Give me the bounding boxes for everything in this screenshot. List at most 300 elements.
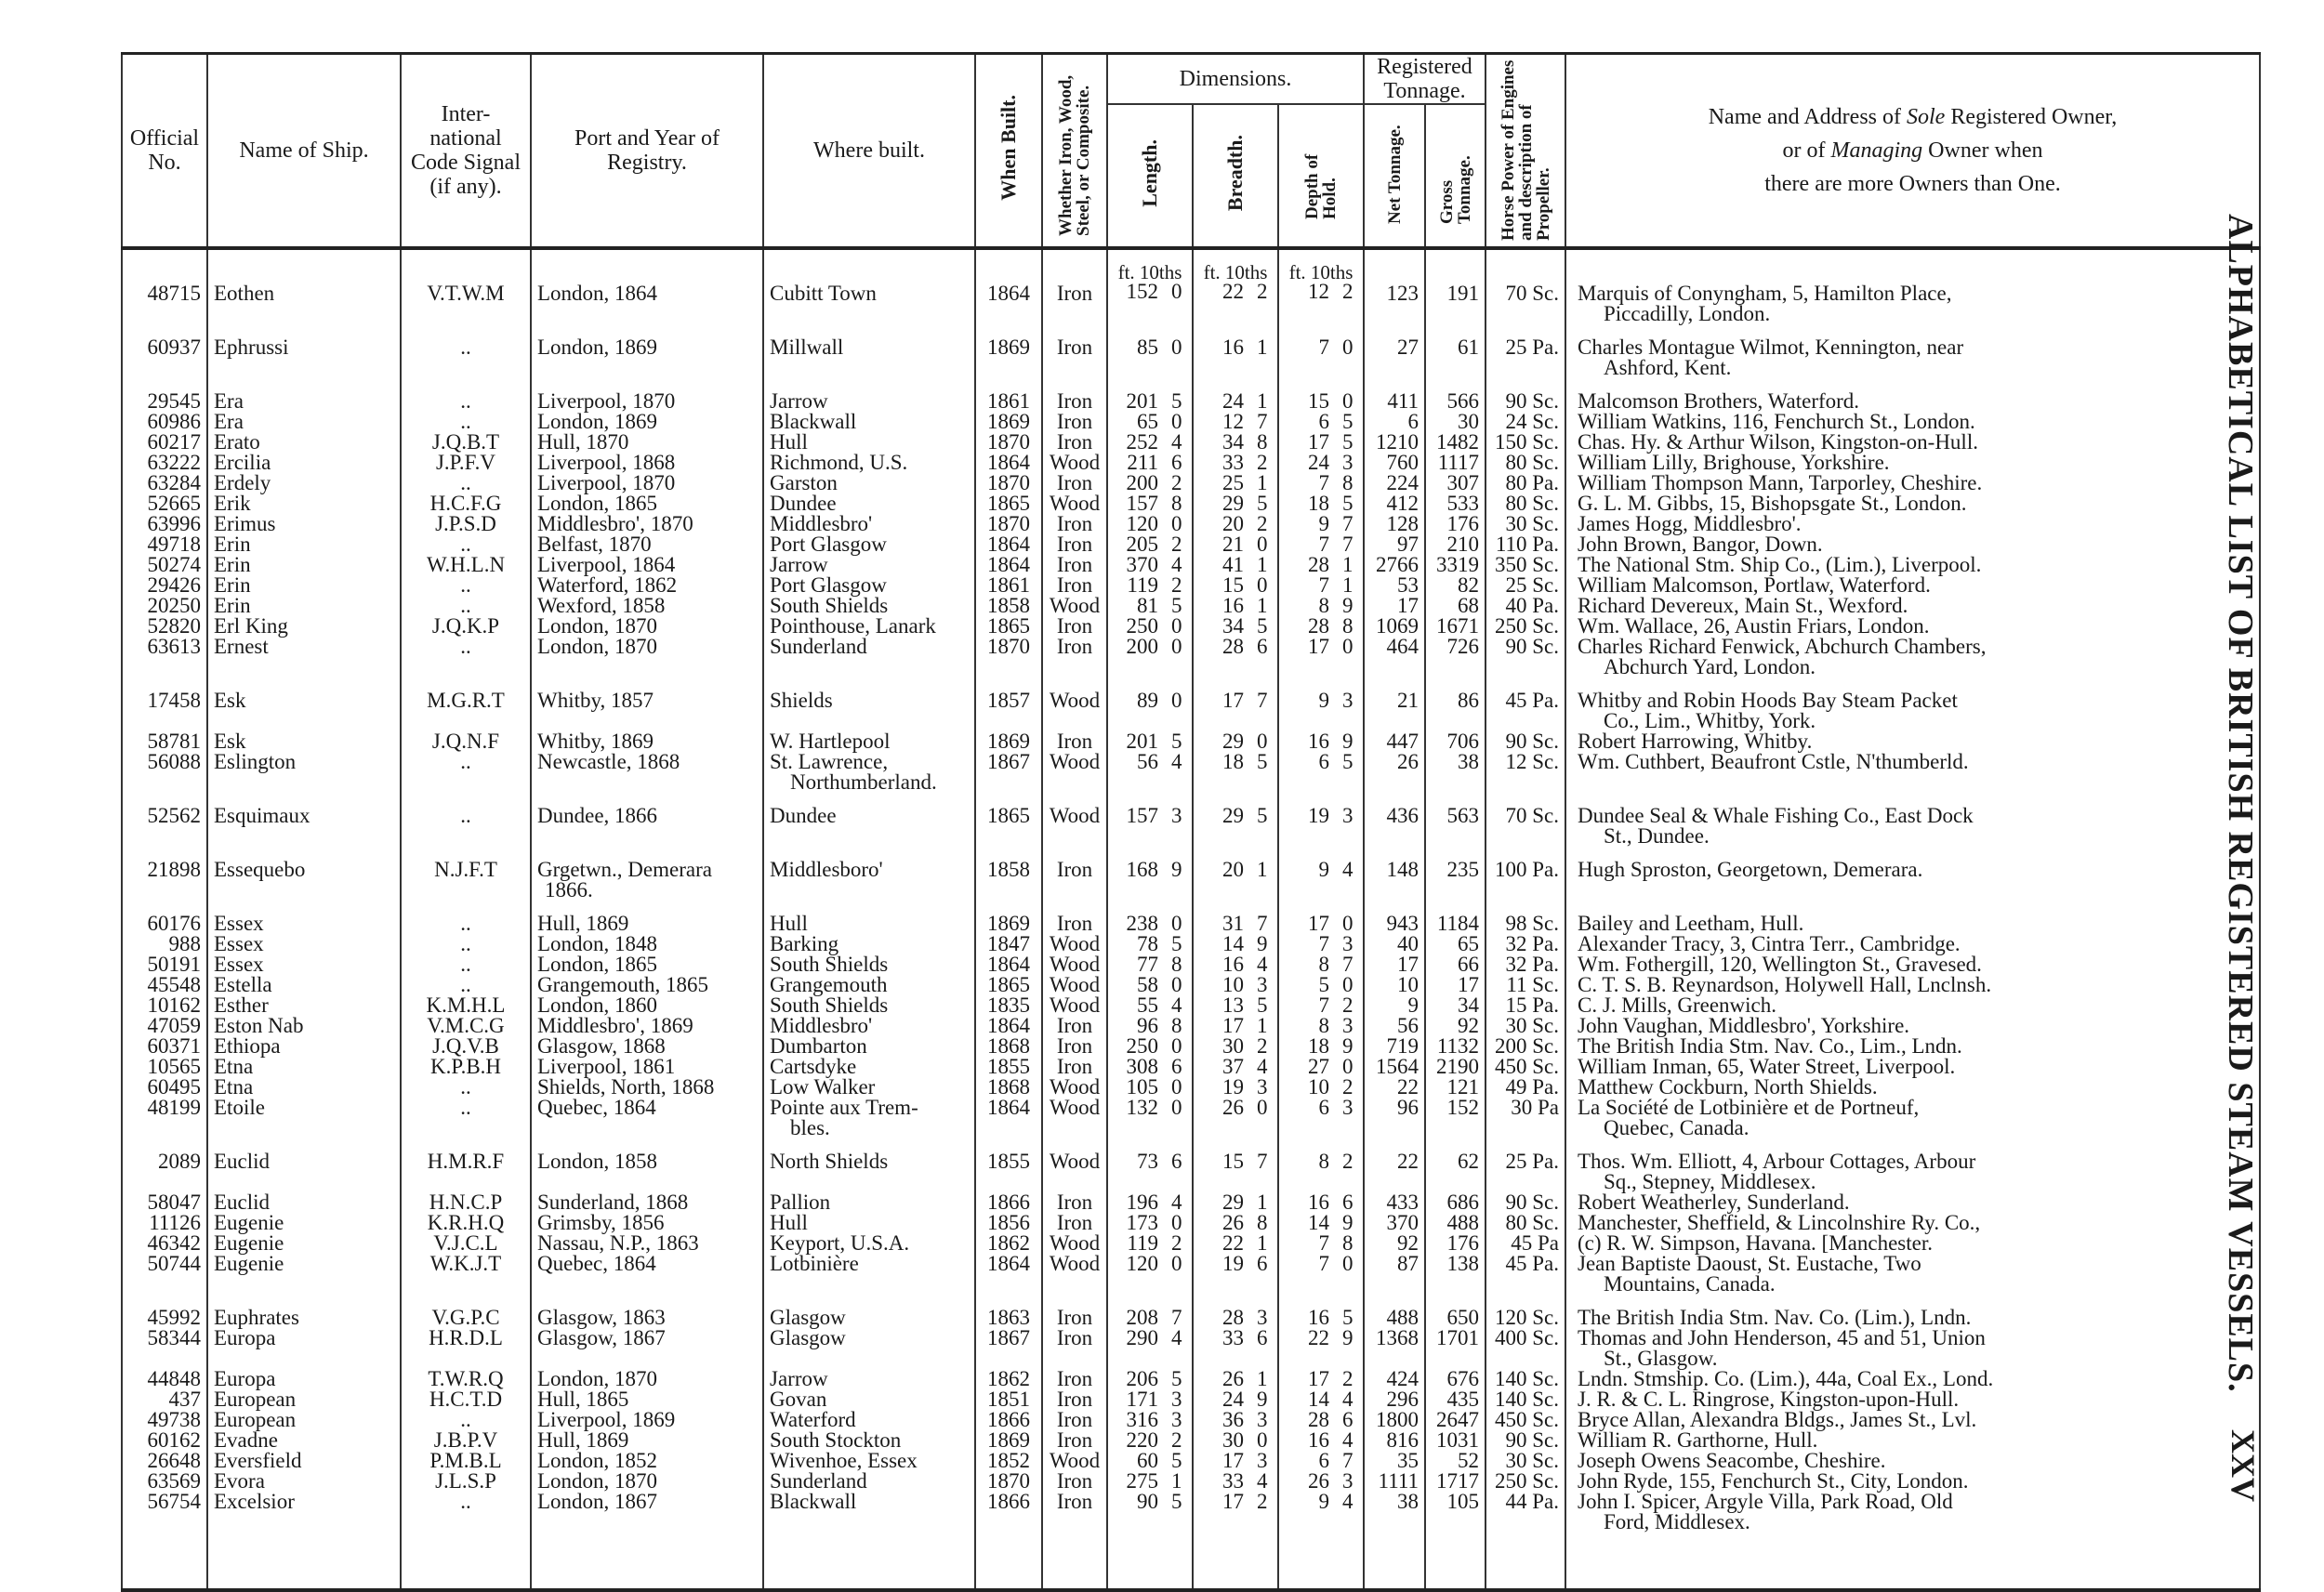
depth-feet: 9 [1318, 512, 1329, 535]
where-built-text: Jarrow [770, 1367, 828, 1390]
official-no: 50274 [122, 555, 207, 575]
horse-power: 450 Sc. [1486, 1057, 1565, 1077]
where-built-text: South Shields [770, 594, 889, 617]
length-tenths: 8 [1171, 953, 1182, 976]
table-row [122, 847, 2260, 901]
owner-name: C. J. Mills, Greenwich. [1578, 993, 1777, 1017]
port-year [531, 954, 763, 975]
where-built [763, 954, 975, 975]
ship-name-text: Etna [214, 1055, 254, 1078]
length-tenths: 8 [1171, 1014, 1182, 1037]
length-feet: 200 [1126, 471, 1158, 494]
material: Wood [1042, 1233, 1107, 1254]
ship-name-text: Evadne [214, 1428, 278, 1452]
material: Iron [1042, 731, 1107, 752]
depth-value [1283, 1451, 1359, 1471]
port-year [531, 1016, 763, 1036]
length-cell [1107, 1295, 1193, 1328]
horse-power: 32 Pa. [1486, 934, 1565, 954]
depth-tenths: 4 [1342, 1490, 1353, 1513]
table-row [122, 575, 2260, 596]
ship-name [207, 534, 401, 555]
length-tenths: 5 [1171, 1449, 1182, 1472]
length-feet: 60 [1137, 1449, 1158, 1472]
breadth-cell [1193, 1451, 1278, 1471]
length-cell [1107, 493, 1193, 514]
net-tonnage: 97 [1364, 534, 1425, 555]
owner-name: William Thompson Mann, Tarporley, Cheshire. [1578, 471, 1983, 494]
owner-cell [1565, 473, 2260, 493]
breadth-cell [1193, 1077, 1278, 1098]
ship-name [207, 1430, 401, 1451]
length-tenths: 2 [1171, 533, 1182, 556]
port-year-text: Middlesbro', 1870 [537, 512, 693, 535]
header-where-built: Where built. [763, 54, 975, 249]
depth-tenths: 7 [1342, 512, 1353, 535]
net-tonnage: 412 [1364, 493, 1425, 514]
where-built-text: Keyport, U.S.A. [770, 1231, 910, 1255]
breadth-tenths: 3 [1257, 973, 1268, 996]
gross-tonnage: 65 [1425, 934, 1486, 954]
length-value [1112, 1471, 1188, 1492]
when-built: 1855 [975, 1057, 1042, 1077]
where-built-text: Jarrow [770, 553, 828, 576]
official-no: 60986 [122, 412, 207, 432]
gross-tonnage: 92 [1425, 1016, 1486, 1036]
depth-tenths: 0 [1342, 1252, 1353, 1275]
owner-name: Wm. Wallace, 26, Austin Friars, London. [1578, 614, 1930, 638]
length-value [1112, 975, 1188, 995]
official-no: 988 [122, 934, 207, 954]
depth-tenths: 6 [1342, 1191, 1353, 1214]
breadth-feet: 16 [1222, 594, 1244, 617]
length-value [1112, 1192, 1188, 1213]
breadth-cell [1193, 1016, 1278, 1036]
depth-feet: 22 [1308, 1326, 1329, 1349]
breadth-value [1197, 1254, 1274, 1274]
owner-cell [1565, 1492, 2260, 1533]
port-year [531, 901, 763, 934]
port-year-text: Shields, North, 1868 [537, 1075, 715, 1099]
depth-tenths: 0 [1342, 635, 1353, 658]
spacer-cell [1042, 1533, 1107, 1590]
when-built: 1863 [975, 1295, 1042, 1328]
material: Iron [1042, 555, 1107, 575]
ship-name [207, 616, 401, 637]
ship-name-text: Excelsior [214, 1490, 295, 1513]
depth-value [1283, 412, 1359, 432]
length-feet: 173 [1126, 1211, 1158, 1234]
length-feet: 120 [1126, 1252, 1158, 1275]
where-built [763, 1016, 975, 1036]
owner-cell [1565, 934, 2260, 954]
where-built-text: Cubitt Town [770, 282, 877, 305]
official-no: 50744 [122, 1254, 207, 1295]
when-built: 1864 [975, 534, 1042, 555]
depth-feet: 18 [1308, 1034, 1329, 1058]
breadth-cell [1193, 432, 1278, 453]
gross-tonnage: 3319 [1425, 555, 1486, 575]
horse-power: 32 Pa. [1486, 954, 1565, 975]
breadth-tenths: 1 [1257, 1231, 1268, 1255]
ship-name-text: Erato [214, 430, 260, 454]
where-built [763, 412, 975, 432]
gross-tonnage: 686 [1425, 1192, 1486, 1213]
breadth-cell [1193, 678, 1278, 731]
depth-value [1283, 1036, 1359, 1057]
net-tonnage: 17 [1364, 596, 1425, 616]
breadth-feet: 12 [1222, 410, 1244, 433]
breadth-feet: 37 [1222, 1055, 1244, 1078]
port-year [531, 752, 763, 793]
port-year [531, 1451, 763, 1471]
ship-name-text: Erin [214, 573, 251, 597]
length-feet: 132 [1126, 1096, 1158, 1119]
breadth-tenths: 6 [1257, 635, 1268, 658]
length-value [1112, 473, 1188, 493]
ship-name-text: Eothen [214, 282, 275, 305]
when-built: 1864 [975, 1254, 1042, 1295]
depth-tenths: 3 [1342, 1469, 1353, 1493]
official-no: 45992 [122, 1295, 207, 1328]
material: Iron [1042, 324, 1107, 378]
when-built: 1866 [975, 1410, 1042, 1430]
length-cell [1107, 1077, 1193, 1098]
where-built [763, 248, 975, 324]
breadth-feet: 16 [1222, 953, 1244, 976]
port-year-text: Glasgow, 1867 [537, 1326, 666, 1349]
ship-name-text: Europa [214, 1367, 276, 1390]
ship-name-text: Esther [214, 993, 269, 1017]
table-row [122, 1410, 2260, 1430]
net-tonnage: 21 [1364, 678, 1425, 731]
breadth-value [1197, 1213, 1274, 1233]
length-value [1112, 493, 1188, 514]
port-year-text: Liverpool, 1870 [537, 389, 676, 413]
horse-power: 90 Sc. [1486, 378, 1565, 412]
depth-tenths: 4 [1342, 1388, 1353, 1411]
length-tenths: 0 [1171, 1096, 1182, 1119]
depth-tenths: 8 [1342, 471, 1353, 494]
depth-cell [1278, 453, 1364, 473]
breadth-value [1197, 1077, 1274, 1098]
ship-name-text: Etna [214, 1075, 254, 1099]
port-year-text: Liverpool, 1861 [537, 1055, 676, 1078]
net-tonnage: 27 [1364, 324, 1425, 378]
material: Iron [1042, 1389, 1107, 1410]
code-signal: .. [401, 1098, 531, 1138]
owner-cell [1565, 678, 2260, 731]
ship-name [207, 637, 401, 678]
length-cell [1107, 1233, 1193, 1254]
length-tenths: 0 [1171, 912, 1182, 935]
depth-feet: 7 [1318, 993, 1329, 1017]
where-built [763, 1295, 975, 1328]
breadth-cell [1193, 975, 1278, 995]
code-signal: .. [401, 534, 531, 555]
depth-cell [1278, 1036, 1364, 1057]
port-year-text: Glasgow, 1863 [537, 1306, 666, 1329]
breadth-tenths: 0 [1257, 730, 1268, 753]
code-signal: H.R.D.L [401, 1328, 531, 1369]
official-no: 437 [122, 1389, 207, 1410]
length-value [1112, 1308, 1188, 1328]
header-gross-text: Gross Tonnage. [1436, 155, 1474, 224]
horse-power: 100 Pa. [1486, 847, 1565, 901]
port-year-text: Hull, 1870 [537, 430, 629, 454]
table-row [122, 473, 2260, 493]
length-feet: 275 [1126, 1469, 1158, 1493]
code-signal: K.M.H.L [401, 995, 531, 1016]
horse-power: 11 Sc. [1486, 975, 1565, 995]
port-year [531, 975, 763, 995]
horse-power: 30 Sc. [1486, 1451, 1565, 1471]
where-built-text: Hull [770, 912, 808, 935]
length-value [1112, 914, 1188, 934]
breadth-feet: 15 [1222, 573, 1244, 597]
net-tonnage: 488 [1364, 1295, 1425, 1328]
length-cell [1107, 1213, 1193, 1233]
breadth-value [1197, 391, 1274, 412]
material: Iron [1042, 1213, 1107, 1233]
horse-power: 90 Sc. [1486, 731, 1565, 752]
depth-feet: 17 [1308, 1367, 1329, 1390]
net-tonnage: 1800 [1364, 1410, 1425, 1430]
depth-tenths: 9 [1342, 1211, 1353, 1234]
length-feet: 78 [1137, 932, 1158, 955]
table-row [122, 1328, 2260, 1369]
length-cell [1107, 534, 1193, 555]
gross-tonnage: 1482 [1425, 432, 1486, 453]
owner-name: Robert Harrowing, Whitby. [1578, 730, 1813, 753]
breadth-value [1197, 806, 1274, 826]
owner-name: (c) R. W. Simpson, Havana. [Manchester. [1578, 1231, 1933, 1255]
ship-name [207, 901, 401, 934]
owner-name: John I. Spicer, Argyle Villa, Park Road, Old [1578, 1490, 1953, 1513]
length-value [1112, 616, 1188, 637]
gross-tonnage: 66 [1425, 954, 1486, 975]
ship-name-text: Ephrussi [214, 336, 289, 359]
when-built: 1865 [975, 616, 1042, 637]
length-cell [1107, 1492, 1193, 1533]
depth-value [1283, 575, 1359, 596]
official-no: 63222 [122, 453, 207, 473]
ship-name-text: European [214, 1408, 297, 1431]
breadth-feet: 21 [1222, 533, 1244, 556]
horse-power: 80 Pa. [1486, 473, 1565, 493]
breadth-feet: 26 [1222, 1096, 1244, 1119]
when-built: 1858 [975, 596, 1042, 616]
where-built [763, 1471, 975, 1492]
where-built-text: Richmond, U.S. [770, 451, 908, 474]
depth-value [1283, 731, 1359, 752]
where-built-text: Wivenhoe, Essex [770, 1449, 918, 1472]
depth-feet: 14 [1308, 1211, 1329, 1234]
breadth-tenths: 5 [1257, 993, 1268, 1017]
breadth-cell [1193, 1410, 1278, 1430]
header-material-text: Whether Iron, Wood, Steel, or Composite. [1056, 74, 1093, 236]
code-signal: .. [401, 412, 531, 432]
owner-cell [1565, 1471, 2260, 1492]
breadth-value [1197, 934, 1274, 954]
official-no: 10565 [122, 1057, 207, 1077]
net-tonnage: 816 [1364, 1430, 1425, 1451]
owner-cell [1565, 1077, 2260, 1098]
breadth-tenths: 6 [1257, 1326, 1268, 1349]
port-year-text: Whitby, 1869 [537, 730, 654, 753]
breadth-tenths: 7 [1257, 689, 1268, 712]
official-no: 63284 [122, 473, 207, 493]
owner-name: La Société de Lotbinière et de Portneuf, [1578, 1096, 1920, 1119]
horse-power: 90 Sc. [1486, 637, 1565, 678]
ship-register-page [121, 52, 2175, 1533]
depth-value [1283, 432, 1359, 453]
ship-name-text: Esk [214, 689, 246, 712]
breadth-feet: 15 [1222, 1150, 1244, 1173]
official-no: 60495 [122, 1077, 207, 1098]
length-feet: 220 [1126, 1428, 1158, 1452]
length-cell [1107, 975, 1193, 995]
when-built: 1852 [975, 1451, 1042, 1471]
breadth-feet: 25 [1222, 471, 1244, 494]
depth-feet: 7 [1318, 471, 1329, 494]
length-feet: 171 [1126, 1388, 1158, 1411]
breadth-value [1197, 514, 1274, 534]
when-built: 1864 [975, 954, 1042, 975]
when-built: 1868 [975, 1036, 1042, 1057]
owner-header-text: Owner when [1922, 138, 2043, 163]
depth-feet: 6 [1318, 750, 1329, 773]
horse-power: 70 Sc. [1486, 793, 1565, 847]
code-signal: J.Q.V.B [401, 1036, 531, 1057]
depth-value [1283, 1254, 1359, 1274]
where-built-text: Pointhouse, Lanark [770, 614, 936, 638]
page-side-title: ALPHABETICAL LIST OF BRITISH REGISTERED STEAM VESSELS. [2221, 214, 2260, 1393]
breadth-feet: 33 [1222, 1326, 1244, 1349]
where-built [763, 1451, 975, 1471]
table-row [122, 596, 2260, 616]
port-year [531, 678, 763, 731]
depth-tenths: 9 [1342, 594, 1353, 617]
where-built [763, 975, 975, 995]
owner-name-cont: Piccadilly, London. [1604, 302, 1771, 325]
net-tonnage: 2766 [1364, 555, 1425, 575]
ship-name [207, 412, 401, 432]
breadth-feet: 28 [1222, 635, 1244, 658]
depth-value [1283, 1492, 1359, 1512]
owner-cell [1565, 378, 2260, 412]
port-year [531, 453, 763, 473]
breadth-value [1197, 596, 1274, 616]
code-signal: V.T.W.M [401, 248, 531, 324]
length-tenths: 0 [1171, 512, 1182, 535]
owner-cell [1565, 1389, 2260, 1410]
when-built: 1856 [975, 1213, 1042, 1233]
table-row [122, 1254, 2260, 1295]
length-tenths: 6 [1171, 1055, 1182, 1078]
depth-cell [1278, 752, 1364, 793]
depth-feet: 7 [1318, 1231, 1329, 1255]
depth-cell [1278, 1295, 1364, 1328]
when-built: 1835 [975, 995, 1042, 1016]
owner-cell [1565, 1233, 2260, 1254]
depth-value [1283, 1233, 1359, 1254]
net-tonnage: 1069 [1364, 616, 1425, 637]
owner-name-cont: Co., Lim., Whitby, York. [1604, 709, 1816, 732]
depth-value [1283, 282, 1359, 302]
owner-name-cont: Sq., Stepney, Middlesex. [1604, 1170, 1816, 1193]
when-built: 1869 [975, 901, 1042, 934]
code-signal: J.Q.K.P [401, 616, 531, 637]
length-tenths: 2 [1171, 1428, 1182, 1452]
length-cell [1107, 453, 1193, 473]
length-feet: 157 [1126, 492, 1158, 515]
length-value [1112, 453, 1188, 473]
official-no: 60937 [122, 324, 207, 378]
ship-name [207, 1295, 401, 1328]
ship-name-text: Erin [214, 594, 251, 617]
depth-tenths: 2 [1342, 1367, 1353, 1390]
depth-value [1283, 752, 1359, 772]
breadth-cell [1193, 493, 1278, 514]
owner-cell [1565, 975, 2260, 995]
depth-tenths: 3 [1342, 804, 1353, 827]
breadth-value [1197, 1308, 1274, 1328]
length-cell [1107, 555, 1193, 575]
ship-name-text: Essex [214, 932, 264, 955]
owner-cell [1565, 1192, 2260, 1213]
owner-name: Manchester, Sheffield, & Lincolnshire Ry. Co., [1578, 1211, 1981, 1234]
breadth-cell [1193, 1233, 1278, 1254]
owner-header-sole: Sole [1906, 105, 1946, 129]
official-no: 48199 [122, 1098, 207, 1138]
material: Iron [1042, 1192, 1107, 1213]
length-value [1112, 1410, 1188, 1430]
length-tenths: 0 [1171, 1034, 1182, 1058]
owner-name: Jean Baptiste Daoust, St. Eustache, Two [1578, 1252, 1921, 1275]
owner-header-text: there are more Owners than One. [1764, 172, 2061, 196]
breadth-cell [1193, 1430, 1278, 1451]
length-value [1112, 1451, 1188, 1471]
where-built-text: South Shields [770, 953, 889, 976]
length-feet: 370 [1126, 553, 1158, 576]
breadth-cell [1193, 1369, 1278, 1389]
depth-feet: 16 [1308, 1191, 1329, 1214]
when-built: 1867 [975, 752, 1042, 793]
where-built-text: Blackwall [770, 410, 857, 433]
depth-value [1283, 1098, 1359, 1118]
port-year-text: Sunderland, 1868 [537, 1191, 689, 1214]
port-year-text: London, 1865 [537, 492, 658, 515]
where-built [763, 324, 975, 378]
breadth-value [1197, 616, 1274, 637]
owner-header-text: or of [1782, 138, 1831, 163]
material: Wood [1042, 793, 1107, 847]
length-tenths: 3 [1171, 1388, 1182, 1411]
depth-cell [1278, 514, 1364, 534]
owner-name: Wm. Cuthbert, Beaufront Cstle, N'thumberld. [1578, 750, 1969, 773]
code-signal: M.G.R.T [401, 678, 531, 731]
depth-cell [1278, 1098, 1364, 1138]
table-row [122, 616, 2260, 637]
breadth-tenths: 4 [1257, 1469, 1268, 1493]
where-built-text: Hull [770, 1211, 808, 1234]
depth-feet: 7 [1318, 1252, 1329, 1275]
depth-feet: 10 [1308, 1075, 1329, 1099]
depth-tenths: 3 [1342, 1096, 1353, 1119]
owner-cell [1565, 752, 2260, 793]
where-built-text: Dundee [770, 804, 837, 827]
